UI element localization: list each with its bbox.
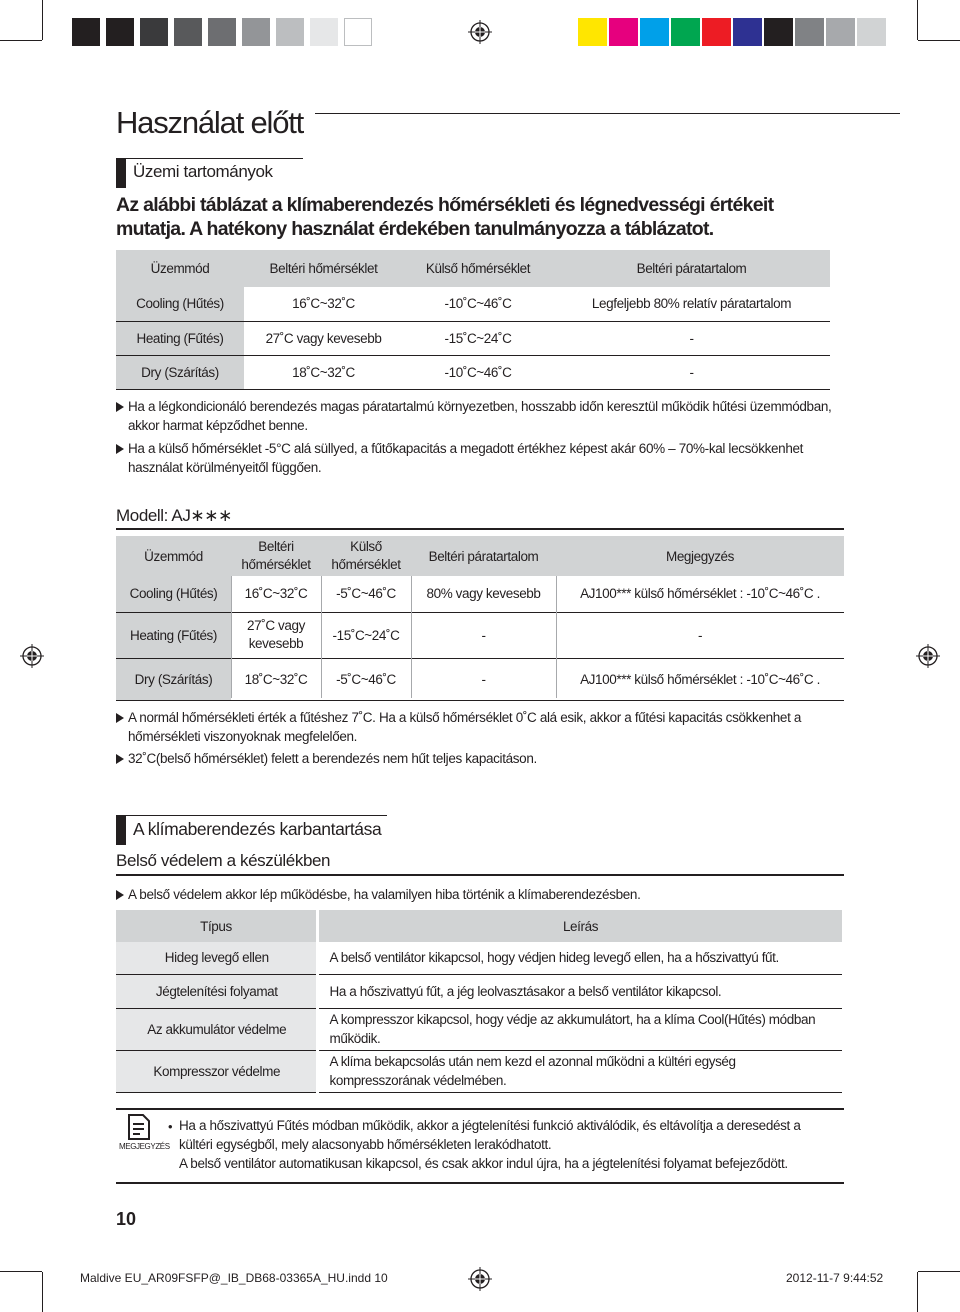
column-header: Külső hőmérséklet — [321, 536, 411, 576]
crop-mark — [0, 40, 42, 41]
memo-icon — [127, 1114, 151, 1140]
mode-cell: Heating (Fűtés) — [116, 321, 244, 355]
description-line: A belső ventilátor kikapcsol, hogy védjen hideg levegő ellen, ha a hőszivattyú fűt. — [329, 950, 779, 966]
crop-mark — [918, 40, 960, 41]
table-row — [116, 1008, 842, 1050]
color-swatch — [857, 18, 886, 46]
model-label: Modell: AJ∗∗∗ — [116, 506, 232, 525]
note-line: A belső védelem akkor lép működésbe, ha valamilyen hiba történik a klímaberendezésben. — [128, 887, 641, 902]
note-line: hőmérsékleti viszonyoknak megfelelően. — [128, 729, 358, 744]
memo-bullet: • — [168, 1119, 173, 1134]
intro-text — [116, 193, 773, 241]
color-swatch — [609, 18, 638, 46]
column-header: Külső hőmérséklet — [403, 250, 553, 287]
column-header: Üzemmód — [116, 536, 231, 576]
column-header: Üzemmód — [116, 250, 244, 287]
bullet-triangle-icon — [116, 444, 124, 454]
table-divider — [321, 576, 322, 698]
color-swatch — [826, 18, 855, 46]
column-header: Leírás — [318, 910, 843, 942]
table-cell: 16˚C~32˚C — [244, 586, 308, 602]
column-header: Beltéri páratartalom — [553, 250, 830, 287]
table-divider — [231, 576, 232, 698]
section-rule — [116, 158, 303, 159]
footer-file-info: Maldive EU_AR09FSFP@_IB_DB68-03365A_HU.indd 10 — [80, 1271, 388, 1285]
table-cell: -15˚C~24˚C — [444, 330, 512, 346]
table-cell: 16˚C~32˚C — [292, 296, 355, 312]
table-divider — [316, 942, 319, 1094]
color-swatch — [795, 18, 824, 46]
color-swatch — [640, 18, 669, 46]
note-line: 32˚C(belső hőmérséklet) felett a berendezés nem hűt teljes kapacitáson. — [128, 751, 537, 766]
table-cell: - — [689, 364, 694, 380]
table-cell: -15˚C~24˚C — [332, 627, 400, 643]
table-cell: -5˚C~46˚C — [336, 671, 396, 687]
mode-cell: Dry (Szárítás) — [116, 355, 244, 389]
grayscale-swatch — [174, 18, 202, 46]
registration-mark-icon — [468, 20, 492, 44]
crop-mark — [917, 1272, 918, 1312]
mode-cell: Dry (Szárítás) — [116, 658, 231, 700]
color-swatch — [671, 18, 700, 46]
grayscale-swatch — [72, 18, 100, 46]
grayscale-swatch — [140, 18, 168, 46]
mode-cell: Cooling (Hűtés) — [116, 287, 244, 321]
description-line: kompresszorának védelmében. — [329, 1073, 507, 1088]
section-marker — [116, 158, 126, 188]
intro-line: Az alábbi táblázat a klímaberendezés hőmérsékleti és légnedvességi értékeit — [116, 194, 774, 216]
section-heading: A klímaberendezés karbantartása — [133, 819, 382, 839]
table-header-row — [116, 250, 830, 287]
grayscale-swatch — [106, 18, 134, 46]
mode-cell: Cooling (Hűtés) — [116, 576, 231, 612]
color-swatch — [578, 18, 607, 46]
table-row — [116, 1050, 842, 1092]
note-item — [116, 439, 846, 477]
column-header: Beltéri páratartalom — [411, 536, 556, 576]
table-row — [116, 355, 830, 389]
grayscale-swatch — [310, 18, 338, 46]
section-marker — [116, 815, 126, 845]
operating-range-table — [116, 250, 830, 390]
bullet-triangle-icon — [116, 713, 124, 723]
grayscale-swatch — [276, 18, 304, 46]
table-cell: 18˚C~32˚C — [244, 671, 308, 687]
description-cell — [318, 1008, 843, 1050]
page-number: 10 — [116, 1209, 137, 1229]
table-header-row — [116, 910, 842, 942]
memo-text — [179, 1116, 801, 1173]
note-item — [116, 885, 846, 905]
protection-table — [116, 910, 842, 1093]
table-cell: -10˚C~46˚C — [444, 364, 512, 380]
bullet-triangle-icon — [116, 754, 124, 764]
color-swatch — [702, 18, 731, 46]
description-cell — [318, 1050, 843, 1092]
intro-line: mutatja. A hatékony használat érdekében tanulmányozza a táblázatot. — [116, 218, 714, 240]
memo-icon-label: MEGJEGYZÉS — [119, 1142, 170, 1151]
description-line: Ha a hőszivattyú fűt, a jég leolvasztásakor a belső ventilátor kikapcsol. — [329, 983, 722, 999]
table-cell: - — [481, 671, 486, 687]
description-line: A klíma bekapcsolás után nem kezd el azonnal működni a kültéri egység — [329, 1054, 736, 1069]
footer-timestamp: 2012-11-7 9:44:52 — [786, 1271, 884, 1285]
type-cell: Hideg levegő ellen — [116, 942, 318, 974]
note-line: akkor harmat képződhet benne. — [128, 418, 308, 433]
color-swatch — [764, 18, 793, 46]
subheading: Belső védelem a készülékben — [116, 851, 331, 870]
grayscale-swatch — [208, 18, 236, 46]
crop-mark — [917, 0, 918, 40]
crop-mark — [42, 1272, 43, 1312]
table-cell: 27˚C vagy kevesebb — [265, 330, 382, 346]
model-operating-table — [116, 536, 844, 701]
table-cell: - — [481, 627, 486, 643]
table-cell: -5˚C~46˚C — [336, 586, 396, 602]
table-cell: 18˚C~32˚C — [292, 364, 355, 380]
section-rule — [116, 874, 844, 876]
note-item — [116, 749, 846, 769]
memo-line: Ha a hőszivattyú Fűtés módban működik, akkor a jégtelenítési funkció aktiválódik, és eltávolítja a deresedést a — [179, 1118, 801, 1133]
table-divider — [411, 576, 412, 698]
table-cell: - — [697, 627, 703, 643]
table-row — [116, 576, 844, 612]
table-divider — [556, 576, 557, 698]
column-header: Megjegyzés — [556, 536, 844, 576]
table-cell: AJ100*** külső hőmérséklet : -10˚C~46˚C . — [580, 671, 820, 687]
crop-mark — [918, 1271, 960, 1272]
description-line: A kompresszor kikapcsol, hogy védje az akkumulátort, ha a klíma Cool(Hűtés) módban — [329, 1012, 816, 1027]
registration-mark-icon — [20, 644, 44, 668]
table-header-row — [116, 536, 844, 576]
type-cell: Kompresszor védelme — [116, 1050, 318, 1092]
note-line: használat körülményeitől függően. — [128, 460, 322, 475]
description-cell — [318, 942, 843, 974]
table-cell: -10˚C~46˚C — [444, 296, 512, 312]
table-cell: Legfeljebb 80% relatív páratartalom — [591, 296, 792, 312]
type-cell: Az akkumulátor védelme — [116, 1008, 318, 1050]
table-row — [116, 658, 844, 700]
color-swatch — [733, 18, 762, 46]
grayscale-swatch — [242, 18, 270, 46]
page-title: Használat előtt — [116, 105, 304, 140]
registration-mark-icon — [468, 1267, 492, 1291]
table-row — [116, 287, 830, 321]
description-cell — [318, 974, 843, 1008]
note-item — [116, 397, 846, 435]
table-row — [116, 612, 844, 658]
section-rule — [116, 528, 844, 530]
bullet-triangle-icon — [116, 890, 124, 900]
registration-mark-icon — [916, 644, 940, 668]
title-rule — [315, 113, 900, 114]
table-cell: 27˚C vagy kevesebb — [247, 618, 305, 651]
crop-mark — [0, 1271, 42, 1272]
table-row — [116, 942, 842, 974]
column-header: Beltéri hőmérséklet — [244, 250, 403, 287]
table-row — [116, 974, 842, 1008]
table-cell: - — [689, 330, 694, 346]
table-cell: AJ100*** külső hőmérséklet : -10˚C~46˚C . — [580, 586, 820, 602]
table-cell: 80% vagy kevesebb — [426, 586, 541, 602]
crop-mark — [42, 0, 43, 40]
bullet-triangle-icon — [116, 402, 124, 412]
column-header: Beltéri hőmérséklet — [231, 536, 321, 576]
table-row — [116, 321, 830, 355]
memo-line: kültéri egységből, mely alacsonyabb hőmérsékleten lerakódhatott. — [179, 1137, 552, 1152]
grayscale-swatch — [344, 18, 372, 46]
note-line: Ha a légkondicionáló berendezés magas páratartalmú környezetben, hosszabb időn keresztül működik hűtési üzemmódban, — [128, 399, 832, 414]
note-line: Ha a külső hőmérséklet -5°C alá süllyed, a fűtőkapacitás a megadott értékhez képest akár 60% – 70%-kal lecsökkenhet — [128, 441, 804, 456]
column-header: Típus — [116, 910, 318, 942]
note-line: A normál hőmérsékleti érték a fűtéshez 7˚C. Ha a külső hőmérséklet 0˚C alá esik, akkor a fűtési kapacitás csökkenhet a — [128, 710, 802, 725]
type-cell: Jégtelenítési folyamat — [116, 974, 318, 1008]
description-line: működik. — [329, 1031, 381, 1046]
section-rule — [116, 815, 387, 816]
section-heading: Üzemi tartományok — [133, 162, 273, 181]
mode-cell: Heating (Fűtés) — [116, 612, 231, 658]
note-item — [116, 708, 846, 746]
memo-line: A belső ventilátor automatikusan kikapcsol, és csak akkor indul újra, ha a jégtelenítési folyamat befejeződött. — [179, 1156, 788, 1171]
